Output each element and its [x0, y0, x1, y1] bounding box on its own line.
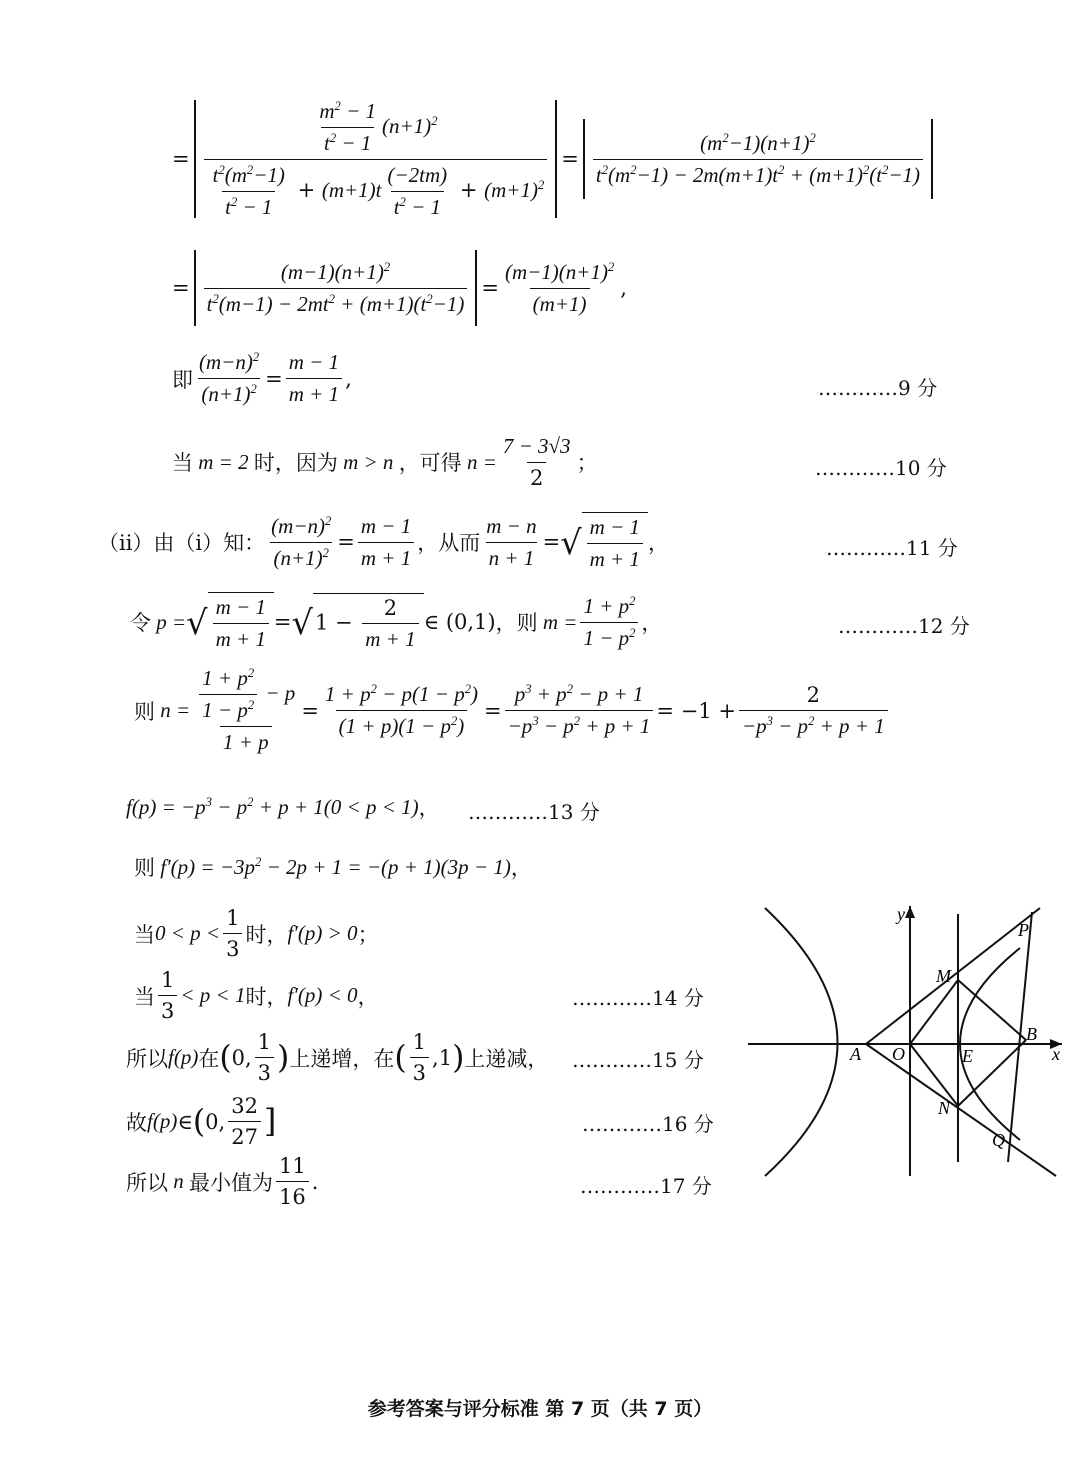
score-17: …………17 分: [580, 1174, 712, 1198]
label-e: E: [962, 1046, 973, 1066]
score-13: …………13 分: [468, 800, 600, 824]
score-12: …………12 分: [838, 614, 970, 638]
equation-line-10: 当 0 < p < $\frac{1}{3}$ 时， f′(p) > 0 ；: [134, 906, 379, 961]
label-a: A: [850, 1044, 861, 1064]
hyperbola-left-branch: [765, 908, 838, 1176]
label-b: B: [1026, 1024, 1037, 1044]
score-11: …………11 分: [826, 536, 958, 560]
equation-line-7: 则 n = $\frac{1 + p^2}{1 - p^2}$ − p 1 + p = $\frac{1 + p^2 - p(1 - p^2)}{(1 + p)(1 - p^2)}$ = $\frac{p^3 + p^2 - p + 1}{-p^3 - p^2 + p + 1}$ = −1 + $\frac{2}{-p^3 - p^2 + p + 1}$: [134, 666, 891, 755]
label-p: P: [1018, 920, 1029, 940]
equation-line-3: 即 $\frac{(m-n)^2}{(n+1)^2}$ = $\frac{m - 1}{m + 1}$ ,: [172, 350, 352, 406]
equation-line-11: 当 $\frac{1}{3}$ < p < 1 时， f′(p) < 0 ，: [134, 968, 379, 1023]
equation-line-9: 则 $f'(p) = -3p^2 - 2p + 1 = -(p + 1)(3p - 1)$ ，: [134, 854, 532, 880]
label-n: N: [938, 1098, 951, 1118]
score-10: …………10 分: [815, 456, 947, 480]
equation-line-6: 令 p = √ $\frac{m - 1}{m + 1}$ = √ 1 − $\frac{2}{m + 1}$ ∈ (0,1) ，则 m = $\frac{1 + p^2}{1 - p^2}$ ，: [130, 593, 663, 651]
equation-line-13: 故 f(p) ∈ ( 0, $\frac{32}{27}$ ]: [126, 1094, 277, 1149]
label-m: M: [936, 966, 951, 986]
score-16: …………16 分: [582, 1112, 714, 1136]
equation-line-4: 当 m = 2 时，因为 m > n ，可得 n = $\frac{7 - 3√3}{2}$ ；: [172, 434, 598, 490]
label-q: Q: [992, 1130, 1005, 1150]
equation-line-8: $f(p) = -p^3 - p^2 + p + 1(0 < p < 1)$ ，: [126, 794, 440, 820]
line-ap: [866, 908, 1040, 1044]
text-ji: 即: [172, 367, 193, 392]
line-on: [910, 1044, 958, 1106]
equation-line-14: 所以 n 最小值为 $\frac{11}{16}$ .: [126, 1154, 319, 1209]
score-9: …………9 分: [818, 376, 938, 400]
equation-line-5: （ii）由（i）知： $\frac{(m-n)^2}{(n+1)^2}$ = $\frac{m - 1}{m + 1}$ ，从而 $\frac{m - n}{n + 1}$ = √ $\frac{m - 1}{m + 1}$ ，: [98, 513, 669, 571]
equation-line-1: = $\frac{m^2 - 1}{t^2 - 1}$ $(n+1)^2$ $\frac{t^2(m^2-1)}{t^2 - 1}$ + (m+1)t $\frac{(-2tm)}{t^2 - 1}$ + $(m+1)^2$ = $\frac{(m^2-1)(n+1)^2}{t^2(m^2-1) - 2m(m+1)t^2 + (m+1)^2(t^2-1)}$: [172, 100, 937, 218]
hyperbola-figure: [740, 900, 1070, 1190]
equation-line-2: = $\frac{(m-1)(n+1)^2}{t^2(m-1) - 2mt^2 + (m+1)(t^2-1)}$ = $\frac{(m-1)(n+1)^2}{(m+1)}$ ,: [172, 250, 627, 326]
score-14: …………14 分: [572, 986, 704, 1010]
equation-line-12: 所以 f(p) 在 ( 0, $\frac{1}{3}$ ) 上递增，在 ( $\frac{1}{3}$ ,1 ) 上递减，: [126, 1030, 549, 1085]
label-y: y: [897, 904, 905, 924]
page-footer: 参考答案与评分标准 第 7 页（共 7 页）: [367, 1398, 713, 1420]
label-o: O: [892, 1044, 905, 1064]
score-15: …………15 分: [572, 1048, 704, 1072]
label-x: x: [1052, 1044, 1060, 1064]
